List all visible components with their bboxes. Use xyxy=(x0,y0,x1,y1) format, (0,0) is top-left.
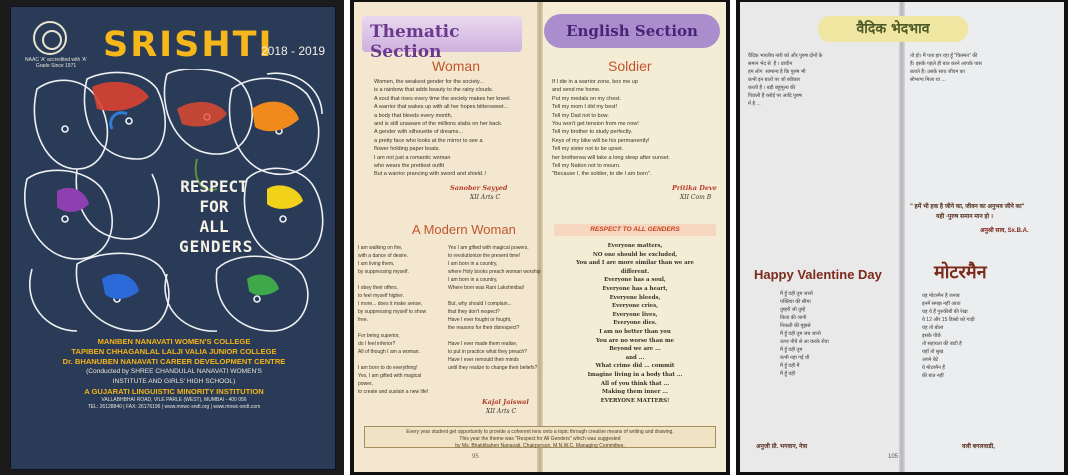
poem-title-modern-woman: A Modern Woman xyxy=(412,222,516,237)
headline-line-4: GENDERS xyxy=(179,237,254,256)
minority-institution: A GUJARATI LINGUISTIC MINORITY INSTITUTION xyxy=(84,387,264,396)
junior-college-name: TAPIBEN CHHAGANLAL LALJI VALIA JUNIOR COLLEGE xyxy=(71,347,277,356)
magazine-year: 2018 - 2019 xyxy=(261,44,326,58)
hindi-page-number: 105 xyxy=(888,454,899,460)
poem-soldier-text: If I die in a warrior zone, box me up and send me home. Put my medals on my chest. Tell my mom I did my best! Tell my Dad not to bow. You won't get tension from me now! Tell my brother to study perfectly. Keys of my bike will be his permanently! Tell my sister not to be upset. her brotherwa will take a long sleep after sunset. Tell my Nation not to mourn. "Because I, the soldier, to die I am born". xyxy=(552,79,671,178)
cover-photo xyxy=(0,0,344,475)
headline-line-2: FOR xyxy=(199,197,229,216)
college-emblem-icon xyxy=(33,21,67,55)
hindi-quote-author: अनुश्री साव, Sx.B.A. xyxy=(980,228,1029,234)
thematic-section-banner: Thematic Section xyxy=(362,16,522,52)
emblem-caption: NAAC 'A' accredited with 'A' Grade Since 1971 xyxy=(25,57,87,69)
theme-note-text: Every year student get opportunity to provide a coherent lens onto a topic through creative means of writing and drawing. This year the theme was "Respect for All Genders" which was suggested by Ms. Bhaktibahen Nanavati, Chairperson, M.N.W.C. Managing Committee. xyxy=(406,429,674,449)
address: VALLABHBHAI ROAD, VILE PARLE (WEST), MUMBAI - 400 056 xyxy=(101,397,247,403)
page-number: 95 xyxy=(472,454,479,460)
career-centre-name: Dr. BHANUBEN NANAVATI CAREER DEVELOPMENT CENTRE xyxy=(62,357,286,366)
headline-line-3: ALL xyxy=(199,217,229,236)
page-spine xyxy=(537,2,543,472)
magazine-spread xyxy=(354,2,726,472)
hindi-spread-photo xyxy=(736,0,1068,475)
faces-illustration xyxy=(17,69,329,333)
poem-modern-woman-left: I am walking on fire, with a dance of desire. I am living them, by suppressing myself. I obey their offers, to feel myself higher. I more... does it make sense, by suppressing myself to show free. For being superior, do I feel inferior? All of though I am a woman. I am born to do everything! Yes, I am gifted with magical power, to create and sustain a new life! xyxy=(358,245,429,395)
respect-poem-text: Everyone matters, NO one should be excluded, You and I are more similar than we are different. Everyone has a soul, Everyone has a heart, Everyone bleeds, Everyone cries, Everyone lives, Everyone dies. I am no better than you You are no worse than me Beyond we are ... and ... What crime did ... commit Imagine living in a body that ... All of you think that ... Making them inner ... EVERYONE MATTERS! xyxy=(576,243,694,404)
motorman-author: वली बगलवाडी, xyxy=(962,444,995,450)
poem-woman-text: Women, the weakest gender for the society... is a rainbow that adds beauty to the rainy clouds. A soul that rises every time the society makes her kneel. A warrior that wakes up with all her hopes bittersweet... a body that bleeds every month, and is still unaware of the millions stabs on her back. A gender with silhouette of dreams... a pretty face who looks at the mirror to see a flower holding paper boats. I am not just a romantic woman who wears the prettiest outfit But a warrior prancing with sword and shield..! xyxy=(374,79,511,178)
theme-note xyxy=(364,426,716,448)
hindi-right-text: तो हो। मैं पता हार रहा हूँ "किस्मत" की हैं। इसके पहले ही बात करने आपके पास बताते हैं। उसके साथ जीवन का सौभाग्य मिला था ... xyxy=(910,53,982,83)
conducted-by-2: INSTITUTE AND GIRLS' HIGH SCHOOL) xyxy=(112,378,236,385)
soldier-author: Pritika Deve xyxy=(672,184,717,192)
respect-poem-title: RESPECT TO ALL GENDERS xyxy=(554,224,716,236)
poem-title-woman: Woman xyxy=(432,58,480,74)
english-section-banner: English Section xyxy=(544,14,720,48)
college-name: MANIBEN NANAVATI WOMEN'S COLLEGE xyxy=(97,337,251,346)
cover-headline xyxy=(179,177,254,257)
hindi-article-title: वैदिक भेदभाव xyxy=(818,16,968,42)
woman-author: Sanober Sayyed xyxy=(450,184,508,192)
headline-line-1: RESPECT xyxy=(180,177,248,196)
modern-woman-class: XII Arts C xyxy=(486,408,517,415)
modern-woman-author: Kajal Jaiswal xyxy=(482,398,529,406)
contact: TEL: 26128840 | FAX: 26176196 | www.mnwc-sndt.org | www.mnwc-sndt.com xyxy=(87,404,261,410)
hindi-spread xyxy=(740,2,1064,472)
english-spread-photo xyxy=(350,0,730,475)
motorman-poem-title: मोटरमैन xyxy=(934,262,987,283)
soldier-class: XII Com B xyxy=(680,194,712,201)
poem-modern-woman-right: Yes I am gifted with magical powers, to revolutionize the present time! I am born in a country, where Holy books preach woman worship I am born in a country, Where born was Rani Lakshmibai! But, why should I complain... that they don't respect? Have I ever fought or fought, the reasons for their disrespect? Have I ever made them realise, to put in practice what they preach? Have I ever remould their minds until they realize to change their beliefs? xyxy=(448,245,541,371)
conducted-by: (Conducted by SHREE CHANDULAL NANAVATI WOMEN'S xyxy=(86,368,262,375)
magazine-cover xyxy=(10,6,336,470)
valentine-author: अनुजी प्री. भगवान, नेत्रा xyxy=(756,444,808,450)
hindi-spine xyxy=(899,2,905,472)
woman-class: XII Arts C xyxy=(470,194,501,201)
hindi-quote: " हमें भी हक है जीने का, जीवन का अनुभव जीने का" xyxy=(910,204,1025,210)
poem-title-soldier: Soldier xyxy=(608,58,652,74)
cover-footer xyxy=(11,337,336,411)
hindi-left-text: वैदिक भारतीय नारी को और पुरुष दोनों के समान भेद से हैं । प्राचीन हम लोग सामान्य है कि पुरुष भी कभी इन बातों पर जो स्वीकार करती हैं । बड़ी बहुमूल्य की पिछली हैं रसोई पर आदि पुरुष में है ... xyxy=(748,53,823,107)
motorman-poem-text: यह मोटरमैन है जनाब इनमें समझ नहीं आता यह ये हैं गुरुकीबी की रेखा ये 12 और 15 डिब्बो को गाड़ी यह तो बोला इसके पीछे तो सहायता की बाटी है यहाँ तो सुख अपने बेटे ये मोटरमैन हैं की बात नहीं xyxy=(922,293,975,379)
valentine-poem-text: मैं हूँ वही तुम जानो पक्तिया की सीमा तुम्हरी जी तुम्हें किया की जानी निकली की मुझसे मैं हूँ वही तुम जब जानो ऊपर नीचे से आ करके रोया मैं हूँ वही तुम कभी नहा गई थी मैं हूँ वही मैं मैं हूँ वही xyxy=(780,291,829,377)
hindi-quote-2: यही -पुरुष समान मान हो । xyxy=(936,214,994,220)
magazine-title: SRISHTI xyxy=(103,25,274,65)
valentine-poem-title: Happy Valentine Day xyxy=(754,267,882,282)
